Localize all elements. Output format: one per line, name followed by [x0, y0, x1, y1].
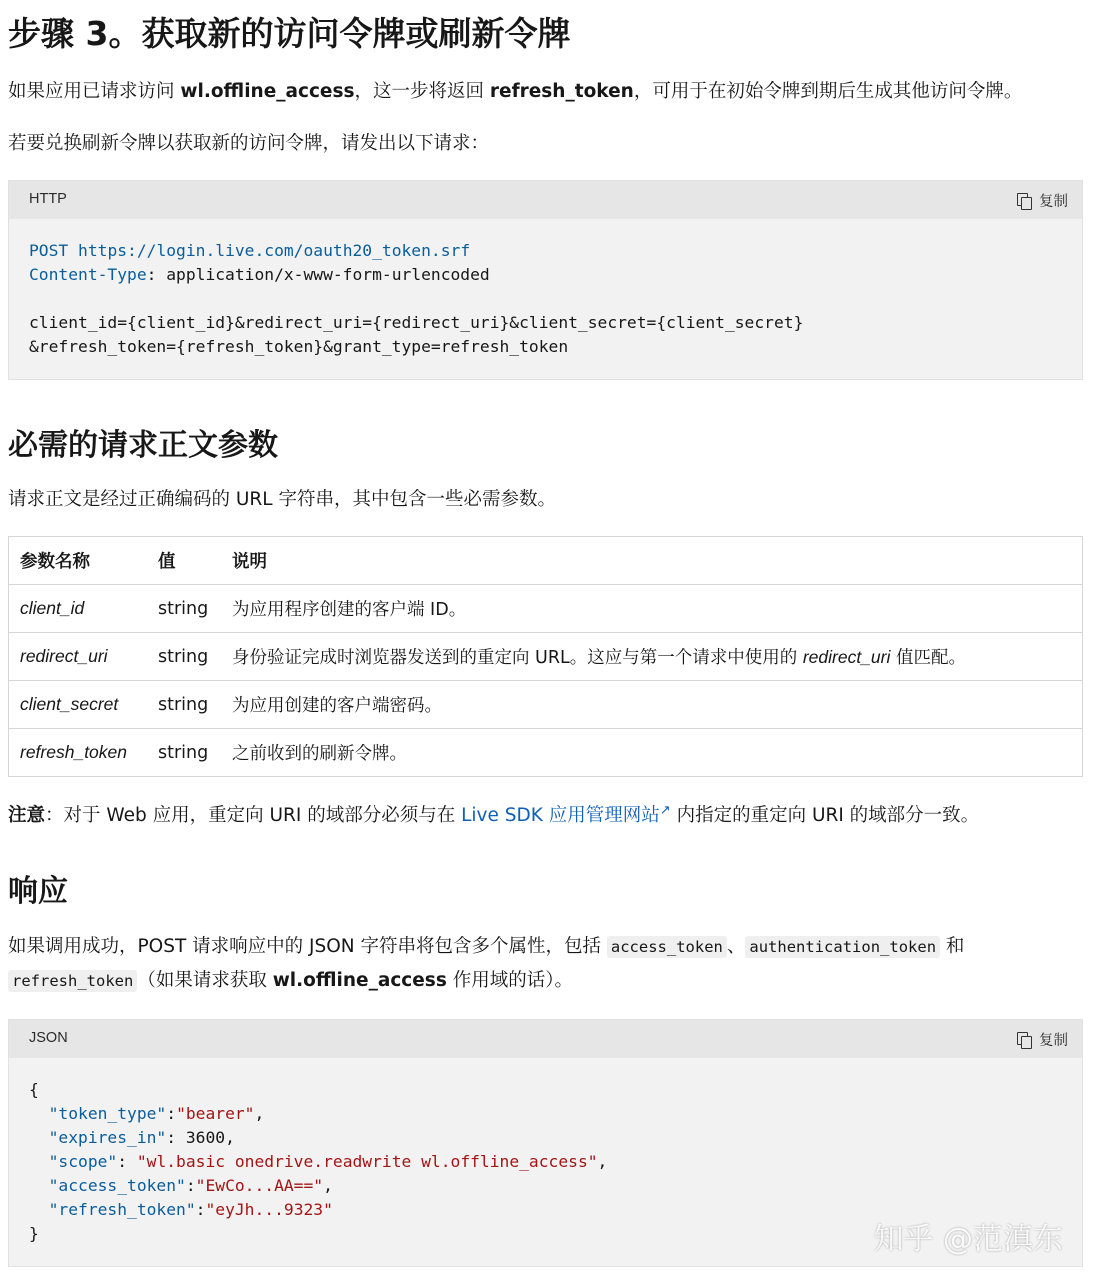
scope-name: wl.offline_access	[180, 81, 355, 102]
column-header: 值	[147, 537, 221, 585]
intro-paragraph	[8, 78, 1022, 106]
http-code	[9, 219, 1082, 359]
copy-icon	[1017, 1032, 1031, 1048]
json-code: { "token_type":"bearer", "expires_in": 3600, "scope": "wl.basic onedrive.readwrite wl.offline_access", "access_token":"EwCo...AA==", "refresh_token":"eyJh...9323" }	[29, 1080, 608, 1243]
param-value: string	[147, 681, 221, 729]
param-desc: 为应用创建的客户端密码。	[221, 681, 1083, 729]
json-brace: {	[29, 1080, 39, 1099]
param-name: client_id	[9, 585, 148, 633]
table-row	[9, 585, 1083, 633]
table-header-row	[9, 537, 1083, 585]
param-value: string	[147, 633, 221, 681]
json-value: "eyJh...9323"	[205, 1200, 333, 1219]
param-name: client_secret	[9, 681, 148, 729]
json-key: "expires_in"	[48, 1128, 167, 1147]
copy-button[interactable]	[1017, 190, 1068, 211]
http-body-line: client_id={client_id}&redirect_uri={redirect_uri}&client_secret={client_secret}	[29, 313, 804, 332]
desc-emphasis: redirect_uri	[802, 647, 891, 667]
code-language-label: HTTP	[29, 191, 67, 207]
param-value: string	[147, 585, 221, 633]
response-text-4: 作用域的话）。	[446, 970, 573, 991]
param-desc: 之前收到的刷新令牌。	[221, 729, 1083, 777]
param-desc	[221, 633, 1083, 681]
json-value: 3600,	[176, 1128, 235, 1147]
code-header	[9, 181, 1082, 219]
note-text: ：对于 Web 应用，重定向 URI 的域部分必须与在	[45, 805, 462, 827]
note-label: 注意	[8, 805, 46, 827]
code-header	[9, 1020, 1082, 1058]
http-method: POST	[29, 241, 69, 260]
param-desc: 为应用程序创建的客户端 ID。	[221, 585, 1083, 633]
desc-text: 值匹配。	[890, 648, 966, 668]
json-key: "access_token"	[48, 1176, 186, 1195]
response-paragraph	[8, 933, 964, 961]
response-paragraph-cont	[8, 967, 573, 995]
table-row	[9, 729, 1083, 777]
inline-code: refresh_token	[8, 970, 137, 992]
inline-code: access_token	[607, 936, 727, 958]
desc-text: 身份验证完成时浏览器发送到的重定向 URL。这应与第一个请求中使用的	[232, 648, 803, 668]
params-description: 请求正文是经过正确编码的 URL 字符串，其中包含一些必需参数。	[8, 489, 556, 510]
param-name: refresh_token	[9, 729, 148, 777]
params-table	[8, 536, 1083, 777]
params-heading: 必需的请求正文参数	[8, 428, 278, 463]
inline-code: authentication_token	[745, 936, 940, 958]
scope-name: wl.offline_access	[272, 970, 447, 991]
table-row	[9, 633, 1083, 681]
column-header: 参数名称	[9, 537, 148, 585]
separator: 、	[726, 936, 746, 957]
http-code-block	[8, 180, 1083, 380]
intro-text-2: ，这一步将返回	[354, 81, 490, 102]
response-text: 如果调用成功，POST 请求响应中的 JSON 字符串将包含多个属性，包括	[8, 936, 607, 957]
json-value: "bearer"	[176, 1104, 255, 1123]
copy-label: 复制	[1039, 194, 1068, 210]
response-heading: 响应	[8, 874, 68, 909]
watermark: 知乎 @范滇东	[873, 1222, 1063, 1257]
http-header-name: Content-Type	[29, 265, 147, 284]
external-link-icon: ↗	[659, 803, 671, 818]
json-value: "wl.basic onedrive.readwrite wl.offline_access"	[136, 1152, 598, 1171]
live-sdk-link[interactable]: Live SDK 应用管理网站	[461, 805, 660, 827]
note-text-2: 内指定的重定向 URI 的域部分一致。	[670, 805, 980, 827]
table-row	[9, 681, 1083, 729]
copy-button[interactable]	[1017, 1029, 1068, 1050]
param-value: string	[147, 729, 221, 777]
copy-icon	[1017, 193, 1031, 209]
json-value: "EwCo...AA=="	[195, 1176, 324, 1195]
copy-label: 复制	[1039, 1033, 1068, 1049]
step-heading: 步骤 3。获取新的访问令牌或刷新令牌	[8, 14, 571, 53]
redeem-paragraph: 若要兑换刷新令牌以获取新的访问令牌，请发出以下请求：	[8, 133, 490, 154]
refresh-token-name: refresh_token	[489, 81, 634, 102]
json-key: "scope"	[48, 1152, 118, 1171]
json-key: "token_type"	[48, 1104, 167, 1123]
http-header-value: : application/x-www-form-urlencoded	[146, 265, 490, 284]
http-body-line: &refresh_token={refresh_token}&grant_type=refresh_token	[29, 337, 569, 356]
json-key: "refresh_token"	[48, 1200, 196, 1219]
code-language-label: JSON	[29, 1030, 68, 1046]
intro-text-3: ，可用于在初始令牌到期后生成其他访问令牌。	[633, 81, 1023, 102]
response-text-3: （如果请求获取	[137, 970, 273, 991]
http-url: https://login.live.com/oauth20_token.srf	[78, 241, 471, 260]
intro-text: 如果应用已请求访问	[8, 81, 181, 102]
note-paragraph	[8, 797, 979, 830]
column-header: 说明	[221, 537, 1083, 585]
json-brace: }	[29, 1224, 39, 1243]
param-name: redirect_uri	[9, 633, 148, 681]
response-text-2: 和	[940, 936, 965, 957]
